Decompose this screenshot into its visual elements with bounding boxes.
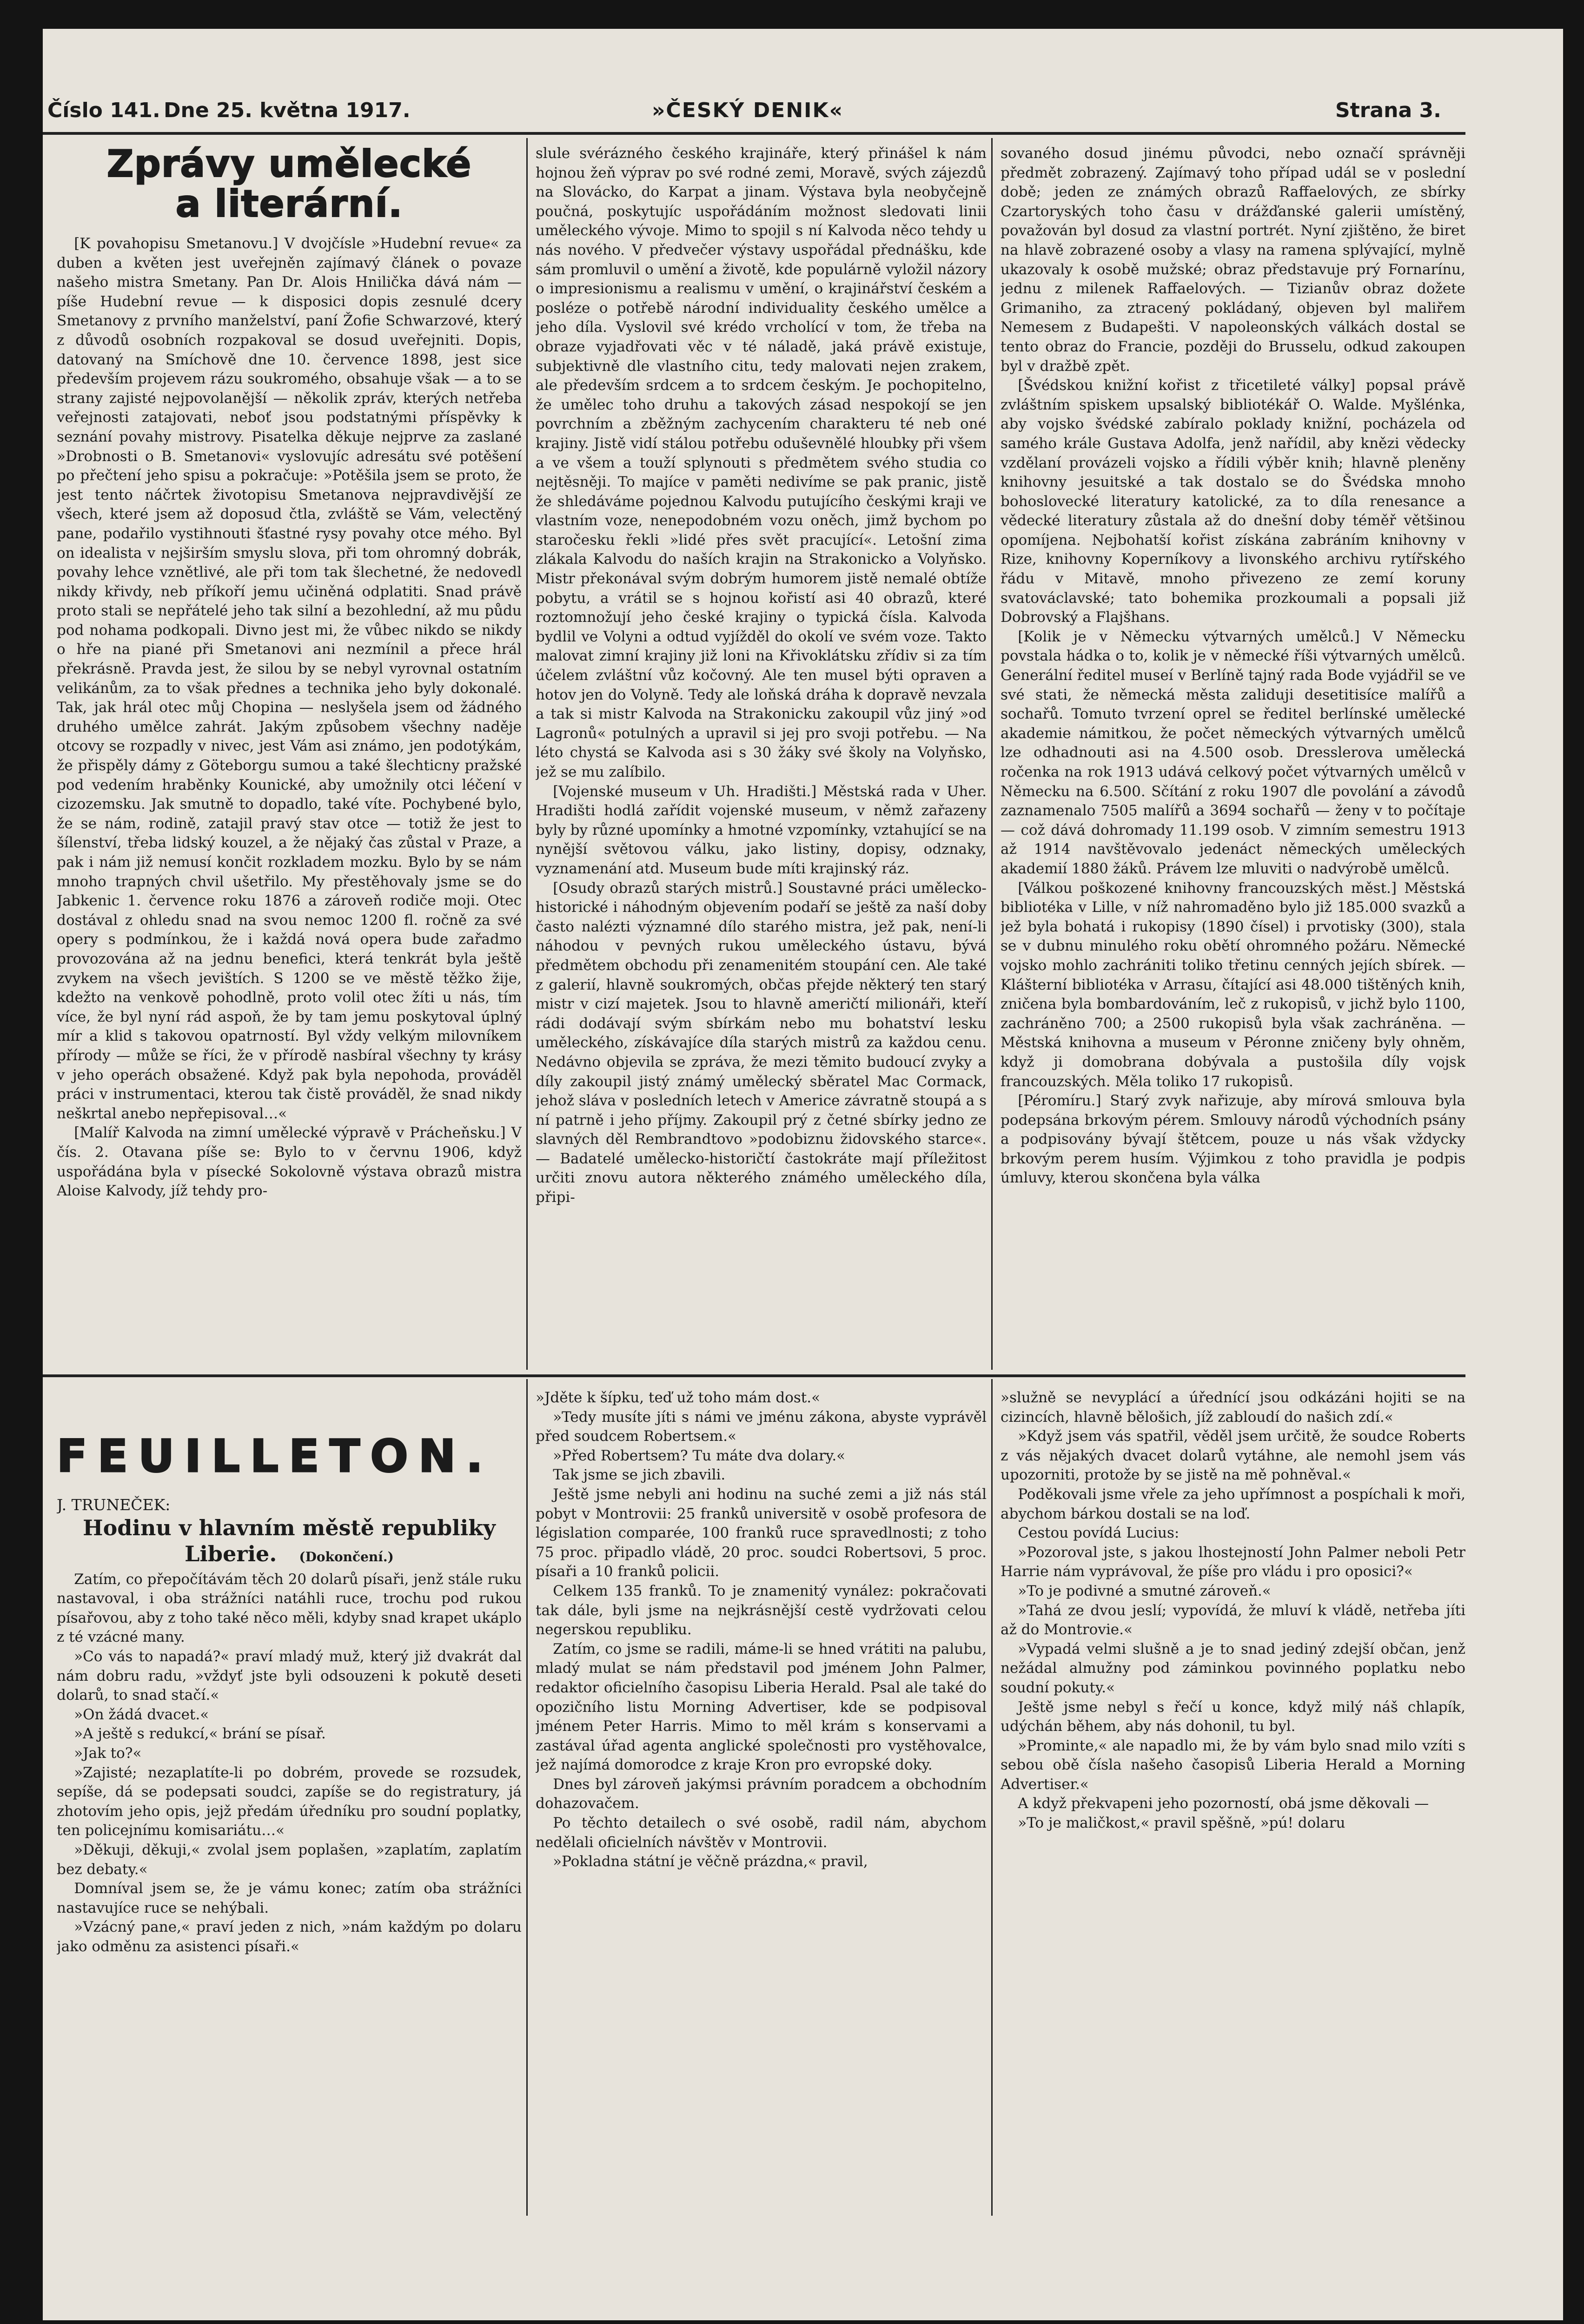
feuilleton-paragraph: »Před Robertsem? Tu máte dva dolary.« <box>553 1447 846 1464</box>
feuilleton-paragraph: »A ještě s redukcí,« brání se písař. <box>74 1725 326 1743</box>
article-paragraph: [K povahopisu Smetanovu.] V dvojčísle »Hudební revue« za duben a květen jest uveřejněn zajímavý článek o povaze našeho mistra Smetany. Pan Dr. Alois Hnilička dává nám — píše Hudební revue — k disposici dopis zesnulé dcery Smetanovy z prvního manželství, paní Žofie Schwarzové, který z důvodů osobních rozpakoval se dosud uveřejniti. Dopis, datovaný na Smíchově dne 10. července 1898, jest sice především projevem rázu soukromého, obsahuje však — a to se strany zajisté nejpovolanější — několik zpráv, kterých netřeba veřejnosti zatajovati, neboť jsou podstatnými příspěvky k seznání povahy mistrovy. Pisatelka děkuje nejprve za zaslané »Drobnosti o B. Smetanovi« vyslovujíc adresátu své potěšení po přečtení jeho spisu a pokračuje: »Potěšila jsem se proto, že jest tento náčrtek životopisu Smetanova nejpravdivější ze všech, které jsem až doposud čtla, zvláště se Vám, velectěný pane, podařilo vystihnouti šťastné rysy povahy otce mého. Byl on idealista v nejširším smyslu slova, při tom ohromný dobrák, povahy lehce vznětlivé, ale při tom tak šlechetné, že nedovedl nikdy křivdy, neb příkoří jemu učiněná odplatiti. Snad právě proto stali se nepřátelé jeho tak silní a bezohlední, až mu půdu pod nohama podkopali. Divno jest mi, že vůbec nikdo se nikdy o hře na piané při Smetanovi ani nezmínil a přece hrál překrásně. Pravda jest, že silou by se nebyl vyrovnal ostatním velikánům, za to však přednes a technika jeho byly dokonalé. Tak, jak hrál otec můj Chopina — neslyšela jsem od žádného druhého umělce zahrát. Jakým způsobem všechny naděje otcovy se rozpadly v nivec, jest Vám asi známo, jen podotýkám, že přispěly dámy z Göteborgu sumou a také šlechticny pražské pod vedením hraběnky Kounické, aby umožnily otci léčení v cizozemsku. Jak smutně to dopadlo, také víte. Pochybené bylo, že se nám, rodině, zatajil pravý stav otce — totiž že jest to šílenství, třeba lidský kouzel, a že nějaký čas zůstal v Praze, a pak i nám již nemusí končit rozkladem mozku. Bylo by se nám mnoho trapných chvil ušetřilo. My přestěhovaly jsme se do Jabkenic 1. července roku 1876 a zároveň rodiče moji. Otec dostával z ohledu snad na svou nemoc 1200 fl. ročně za své opery s podmínkou, že i každá nová opera bude zařadmo provozována až na jednu benefici, která tenkrát byla ještě zvykem na všech jevištích. S 1200 se ve městě těžko žije, kdežto na venkově pohodlně, proto volil otec žíti u nás, tím více, že byl nyní rád aspoň, že by tam jemu poskytoval úplný mír a klid s takovou opatrností. Byl vždy velkým milovníkem přírody — může se říci, že v přírodě nasbíral všechny ty krásy v jeho operách obsažené. Když pak byla nepohoda, prováděl práci v instrumentaci, kterou tak čistě prováděl, že snad nikdy neškrtal anebo nepřepisoval…« <box>57 235 522 1122</box>
story-title-text: Liberie. <box>185 1541 277 1566</box>
feuilleton-heading: FEUILLETON. <box>57 1430 493 1482</box>
column-divider <box>991 138 993 1370</box>
feuilleton-paragraph: »To je maličkost,« pravil spěšně, »pú! dolaru <box>1018 1815 1345 1832</box>
feuilleton-paragraph: »Jděte k šípku, teď už toho mám dost.« <box>536 1389 821 1406</box>
feuilleton-paragraph: Ještě jsme nebyli ani hodinu na suché zemi a již nás stál pobyt v Montrovii: 25 franků universitě v osobě profesora de législation comparée, 100 franků ruce spravedlnosti; z toho 75 proc. připadlo vládě, 20 proc. soudci Robertsovi, 5 proc. písaři a 10 franků policii. <box>536 1486 987 1580</box>
article-paragraph: [Švédskou knižní kořist z třicetileté války] popsal právě zvláštním spiskem upsalský bibliotékář O. Walde. Myšlénka, aby vojsko švédské zabíralo poklady knižní, pocházela od samého krále Gustava Adolfa, jenž nařídil, aby knězi vědecky vzdělaní provázeli vojsko a řídili výběr knih; hlavně pleněny knihovny jesuitské a tak dostalo se do Švédska mnoho bohoslovecké literatury katolické, za to díla renesance a vědecké literatury zůstala až do dnešní doby téměř většinou opomíjena. Nejbohatší kořist získána zabráním knihovny v Rize, knihovny Koperníkovy a livonského archivu rytířského řádu v Mitavě, mnoho přivezeno ze zemí koruny svatováclavské; tato bohemika prozkoumali a popsali již Dobrovský a Flajšhans. <box>1001 377 1465 626</box>
article-paragraph: [Péromíru.] Starý zvyk nařizuje, aby mírová smlouva byla podepsána brkovým pérem. Smlouvy národů východních psány a podpisovány bývají štětcem, pouze u nás však vždycky brkovým perem husím. Výjimkou z toho pravidla je podpis úmluvy, kterou skončena byla válka <box>1001 1092 1465 1187</box>
news-column-1 <box>57 144 522 1367</box>
article-paragraph: [Malíř Kalvoda na zimní umělecké výpravě v Prácheňsku.] V čís. 2. Otavana píše se: Bylo to v červnu 1906, když uspořádána byla v písecké Sokolovně výstava obrazů mistra Aloise Kalvody, jíž tehdy pro- <box>57 1124 522 1200</box>
feuilleton-paragraph: Dnes byl zároveň jakýmsi právním poradcem a obchodním dohazovačem. <box>536 1776 987 1812</box>
article-paragraph: [Osudy obrazů starých mistrů.] Soustavné práci umělecko-historické i náhodným objevením podaří se ještě za naší doby často nalézti významné dílo starého mistra, jež pak, není-li náhodou v pevných rukou uměleckého ústavu, bývá předmětem obchodu při zenamenitém stoupání cen. Ale také z galerií, hlavně soukromých, občas přejde některý ten starý mistr v cizí majetek. Jsou to hlavně američtí milionáři, kteří rádi dodávají svým sbírkám nebo mu bohatství lesku uměleckého, získávajíce díla starých mistrů za každou cenu. Nedávno objevila se zpráva, že mezi těmito budoucí zvyky a díly zakoupil jistý známý umělecký sběratel Mac Cormack, jehož sláva v posledních letech v Americe závratně stoupá a s ní patrně i jeho příjmy. Zakoupil prý z četné sbírky jedno ze slavných děl Rembrandtovo »podobiznu židovského starce«. — Badatelé umělecko-historičtí častokráte mají příležitost určiti znovu autora některého známého uměleckého díla, připi- <box>536 879 987 1206</box>
newspaper-page <box>43 29 1563 2320</box>
feuilleton-paragraph: »Tahá ze dvou jeslí; vypovídá, že mluví k vládě, netřeba jíti až do Montrovie.« <box>1001 1602 1465 1638</box>
page-number: Strana 3. <box>1335 99 1441 122</box>
continued-note: (Dokončení.) <box>299 1549 394 1565</box>
article-paragraph: [Vojenské museum v Uh. Hradišti.] Městská rada v Uher. Hradišti hodlá zařídit vojenské museum, v němž zařazeny byly by různé upomínky a hmotné vzpomínky, vztahující se na nynější světovou válku, jako listiny, dopisy, odznaky, vyznamenání atd. Museum bude míti krajinský ráz. <box>536 783 987 877</box>
column-divider <box>526 138 528 1370</box>
feuilleton-paragraph: »To je podivné a smutné zároveň.« <box>1018 1582 1271 1599</box>
feuilleton-paragraph: Zatím, co jsme se radili, máme-li se hned vrátiti na palubu, mladý mulat se nám představil pod jménem John Palmer, redaktor oficielního časopisu Liberia Herald. Psal ale také do opozičního listu Morning Advertiser, kde se podpisoval jménem Peter Harris. Mimo to měl krám s konservami a zastával úřad agenta anglické společnosti pro vystěhovalce, jež najímá domorodce z kraje Kron pro evropské doky. <box>536 1640 987 1774</box>
feuilleton-paragraph: »Jak to?« <box>74 1744 142 1762</box>
column-divider <box>526 1379 528 2216</box>
feuilleton-paragraph: »Zajisté; nezaplatíte-li po dobrém, provede se rozsudek, sepíše, dá se podepsati soudci, zapíše se do registratury, já zhotovím jeho opis, jejž předám úředníku pro soudní poplatky, ten policejnímu komisariátu…« <box>57 1764 522 1839</box>
newspaper-title: »ČESKÝ DENIK« <box>652 99 844 122</box>
headline-line-1: Zprávy umělecké <box>106 144 472 185</box>
feuilleton-column-2 <box>536 1388 987 2220</box>
feuilleton-paragraph: »Tedy musíte jíti s námi ve jménu zákona, abyste vyprávěl před soudcem Robertsem.« <box>536 1408 987 1445</box>
feuilleton-paragraph: Domníval jsem se, že je vámu konec; zatím oba strážníci nastavujíce ruce se nehýbali. <box>57 1880 522 1916</box>
feuilleton-column-1 <box>57 1495 522 2220</box>
feuilleton-paragraph: »Pozoroval jste, s jakou lhostejností John Palmer neboli Petr Harrie nám vyprávoval, že píše pro vládu i pro oposici?« <box>1001 1544 1465 1580</box>
masthead <box>43 99 1461 126</box>
article-paragraph: slule svérázného českého krajináře, který přinášel k nám hojnou žeň výprav po své rodné zemi, Moravě, svých zájezdů na Slovácko, do Karpat a jinam. Výstava byla neobyčejně poučná, poskytujíc uspořádáním možnost sledovati linii uměleckého vývoje. Mimo to spojil s ní Kalvoda něco tehdy u nás nového. V předvečer výstavy uspořádal přednášku, kde sám promluvil o umění a životě, kde populárně vyložil názory o impresionismu a realismu v umění, o krajinářství českém a posléze o potřebě národní individuality českého umělce a jeho díla. Vyslovil své krédo vrcholící v tom, že třeba na obraze vyjadřovati věc v té náladě, jaká právě existuje, subjektivně dle vlastního citu, tedy malovati nejen zrakem, ale především srdcem a to srdcem českým. Je pochopitelno, že umělec toho druhu a takových zásad nespokojí se jen povrchním a zběžným zachycením charakteru té neb oné krajiny. Jistě vidí stálou potřebu oduševnělé hloubky při všem a ve všem a touží splynouti s předmětem svého studia co nejtěsněji. To majíce v paměti nedivíme se pak pranic, jistě že shledáváme pojednou Kalvodu putujícího českými kraji ve vlastním voze, nenepodobném vozu oněch, jimž bychom po staročesku řekli »lidé přes svět pracující«. Letošní zima zlákala Kalvodu do naších krajin na Strakonicko a Volyňsko. Mistr překonával svým dobrým humorem jistě nemalé obtíže pobytu, a vrátil se s hojnou kořistí asi 40 obrazů, které roztomnožují jeho české krajiny o typická čísla. Kalvoda bydlil ve Volyni a odtud vyjížděl do okolí ve svém voze. Takto malovat zimní krajiny již loni na Křivoklátsku zřídiv si za tím účelem zvláštní vůz kočovný. Ale ten musel býti opraven a hotov jen do Volyně. Tedy ale loňská dráha k dopravě nevzala a tak si mistr Kalvoda na Strakonicku zakoupil vůz jiný »od Lagronů« potulných a upravil si jej pro svoji potřebu. — Na léto chystá se Kalvoda asi s 30 žáky své školy na Volyňsko, jež se mu zalíbilo. <box>536 145 987 780</box>
feuilleton-paragraph: »Prominte,« ale napadlo mi, že by vám bylo snad milo vzíti s sebou obě čísla našeho časopisů Liberia Herald a Morning Advertiser.« <box>1001 1737 1465 1793</box>
feuilleton-paragraph: Cestou povídá Lucius: <box>1018 1525 1180 1542</box>
feuilleton-paragraph: A když překvapeni jeho pozorností, obá jsme děkovali — <box>1018 1795 1429 1812</box>
article-paragraph: [Kolik je v Německu výtvarných umělců.] V Německu povstala hádka o to, kolik je v německé říši výtvarných umělců. Generální ředitel museí v Berlíně tajný rada Bode vyjádřil se ve své stati, že německá města zaliduji desetitisíce malířů a sochařů. Tomuto tvrzení oprel se ředitel berlínské umělecké akademie námitkou, že počet německých výtvarných umělců lze odhadnouti asi na 4.500 osob. Dresslerova umělecká ročenka na rok 1913 udává celkový počet výtvarných umělců v Německu na 6.500. Sčítání z roku 1907 dle povolání a závodů zaznamenalo 7505 malířů a 3694 sochařů — ženy v to počítaje — což dává dohromady 11.199 osob. V zimním semestru 1913 až 1914 navštěvovalo jedenáct německých uměleckých akademií 1880 žáků. Právem lze mluviti o nadvýrobě umělců. <box>1001 628 1465 877</box>
feuilleton-paragraph: »služně se nevyplácí a úřednící jsou odkázáni hojiti se na cizincích, hlavně bělošich, jíž zabloudí do našich zdí.« <box>1001 1389 1465 1426</box>
article-paragraph: [Válkou poškozené knihovny francouzských měst.] Městská bibliotéka v Lille, v níž nahromaděno bylo již 185.000 svazků a jež byla bohatá i rukopisy (1890 čísel) i prvotisky (300), stala se v dubnu minulého roku obětí ohromného požáru. Německé vojsko mohlo zachrániti toliko třetinu cenných jejích sbírek. — Klášterní bibliotéka v Arrasu, čítající asi 48.000 tištěných knih, zničena byla bombardováním, leč z rukopisů, v jichž bylo 1100, zachráněno 700; a 2500 rukopisů byla však zachráněna. — Městská knihovna a museum v Péronne zničeny byly ohněm, když ji domobrana dobývala a pustošila díly vojsk francouzských. Měla toliko 17 rukopisů. <box>1001 879 1465 1090</box>
feuilleton-story-title <box>57 1515 522 1570</box>
feuilleton-paragraph: Ještě jsme nebyl s řečí u konce, když milý náš chlapík, udýchán během, aby nás dohonil, tu byl. <box>1001 1698 1465 1735</box>
feuilleton-column-3 <box>1001 1388 1465 2220</box>
feuilleton-paragraph: »Vypadá velmi slušně a je to snad jediný zdejší občan, jenž nežádal almužny pod záminkou povinného poplatku nebo soudní pokuty.« <box>1001 1640 1465 1696</box>
column-divider <box>991 1379 993 2216</box>
feuilleton-paragraph: Po těchto detailech o své osobě, radil nám, abychom nedělali oficielních návštěv v Montrovii. <box>536 1815 987 1851</box>
feuilleton-rule <box>43 1374 1465 1377</box>
feuilleton-paragraph: »On žádá dvacet.« <box>74 1706 209 1723</box>
feuilleton-paragraph: »Pokladna státní je věčně prázdna,« pravil, <box>553 1853 868 1870</box>
issue-date: Dne 25. května 1917. <box>164 99 411 122</box>
feuilleton-author: J. TRUNEČEK: <box>57 1496 171 1514</box>
headline-line-2: a literární. <box>175 182 403 225</box>
feuilleton-paragraph: »Když jsem vás spatřil, věděl jsem určitě, že soudce Roberts z vás nějakých dvacet dolarů vytáhne, ale nemohl jsem vás upozorniti, protože by se jistě na mě pohněval.« <box>1001 1428 1465 1484</box>
feuilleton-paragraph: »Děkuji, děkuji,« zvolal jsem poplašen, »zaplatím, zaplatím bez debaty.« <box>57 1841 522 1878</box>
feuilleton-paragraph: »Co vás to napadá?« praví mladý muž, který již dvakrát dal nám dobru radu, »vždyť jste byli odsouzeni k pokutě deseti dolarů, to snad stačí.« <box>57 1648 522 1704</box>
feuilleton-paragraph: Zatím, co přepočítávám těch 20 dolarů písaři, jenž stále ruku nastavoval, i oba strážníci natáhli ruce, trochu pod rukou písařovou, aby z toho také něco měli, kdyby snad krapet ukáplo z té vzácné many. <box>57 1571 522 1646</box>
story-title-line-2 <box>57 1541 522 1570</box>
article-paragraph: sovaného dosud jinému původci, nebo označí správněji předmět zobrazený. Zajímavý toho případ udál se v poslední době; jeden ze známých obrazů Raffaelových, ze sbírky Czartoryských toho času v drážďanské galerii umístěný, považován byl dosud za vlastní portrét. Nyní zjištěno, že biret na hlavě zobrazené osoby a vlasy na ramena splývající, mylně ukazovaly k osobě mužské; obraz představuje prý Fornarínu, jednu z milenek Raffaelových. — Tizianův obraz dožete Grimaniho, za ztracený pokládaný, objeven byl maliřem Nemesem z Budapešti. V napoleonských válkách dostal se tento obraz do Francie, později do Brusselu, odkud zakoupen byl v dražbě zpět. <box>1001 145 1465 375</box>
story-title-line-1: Hodinu v hlavním městě republiky <box>83 1515 496 1540</box>
feuilleton-paragraph: Celkem 135 franků. To je znamenitý vynález: pokračovati tak dále, byli jsme na nejkrásnější cestě vydržovati celou negerskou republiku. <box>536 1582 987 1638</box>
issue-number: Číslo 141. <box>47 99 160 122</box>
feuilleton-paragraph: Tak jsme se jich zbavili. <box>553 1466 726 1484</box>
feuilleton-paragraph: Poděkovali jsme vřele za jeho upřímnost a pospíchali k moři, abychom bárkou dostali se na loď. <box>1001 1486 1465 1522</box>
feuilleton-paragraph: »Vzácný pane,« praví jeden z nich, »nám každým po dolaru jako odměnu za asistenci písaři.« <box>57 1919 522 1955</box>
news-column-2 <box>536 144 987 1367</box>
masthead-rule <box>43 132 1465 135</box>
news-column-3 <box>1001 144 1465 1367</box>
section-headline <box>57 144 522 224</box>
